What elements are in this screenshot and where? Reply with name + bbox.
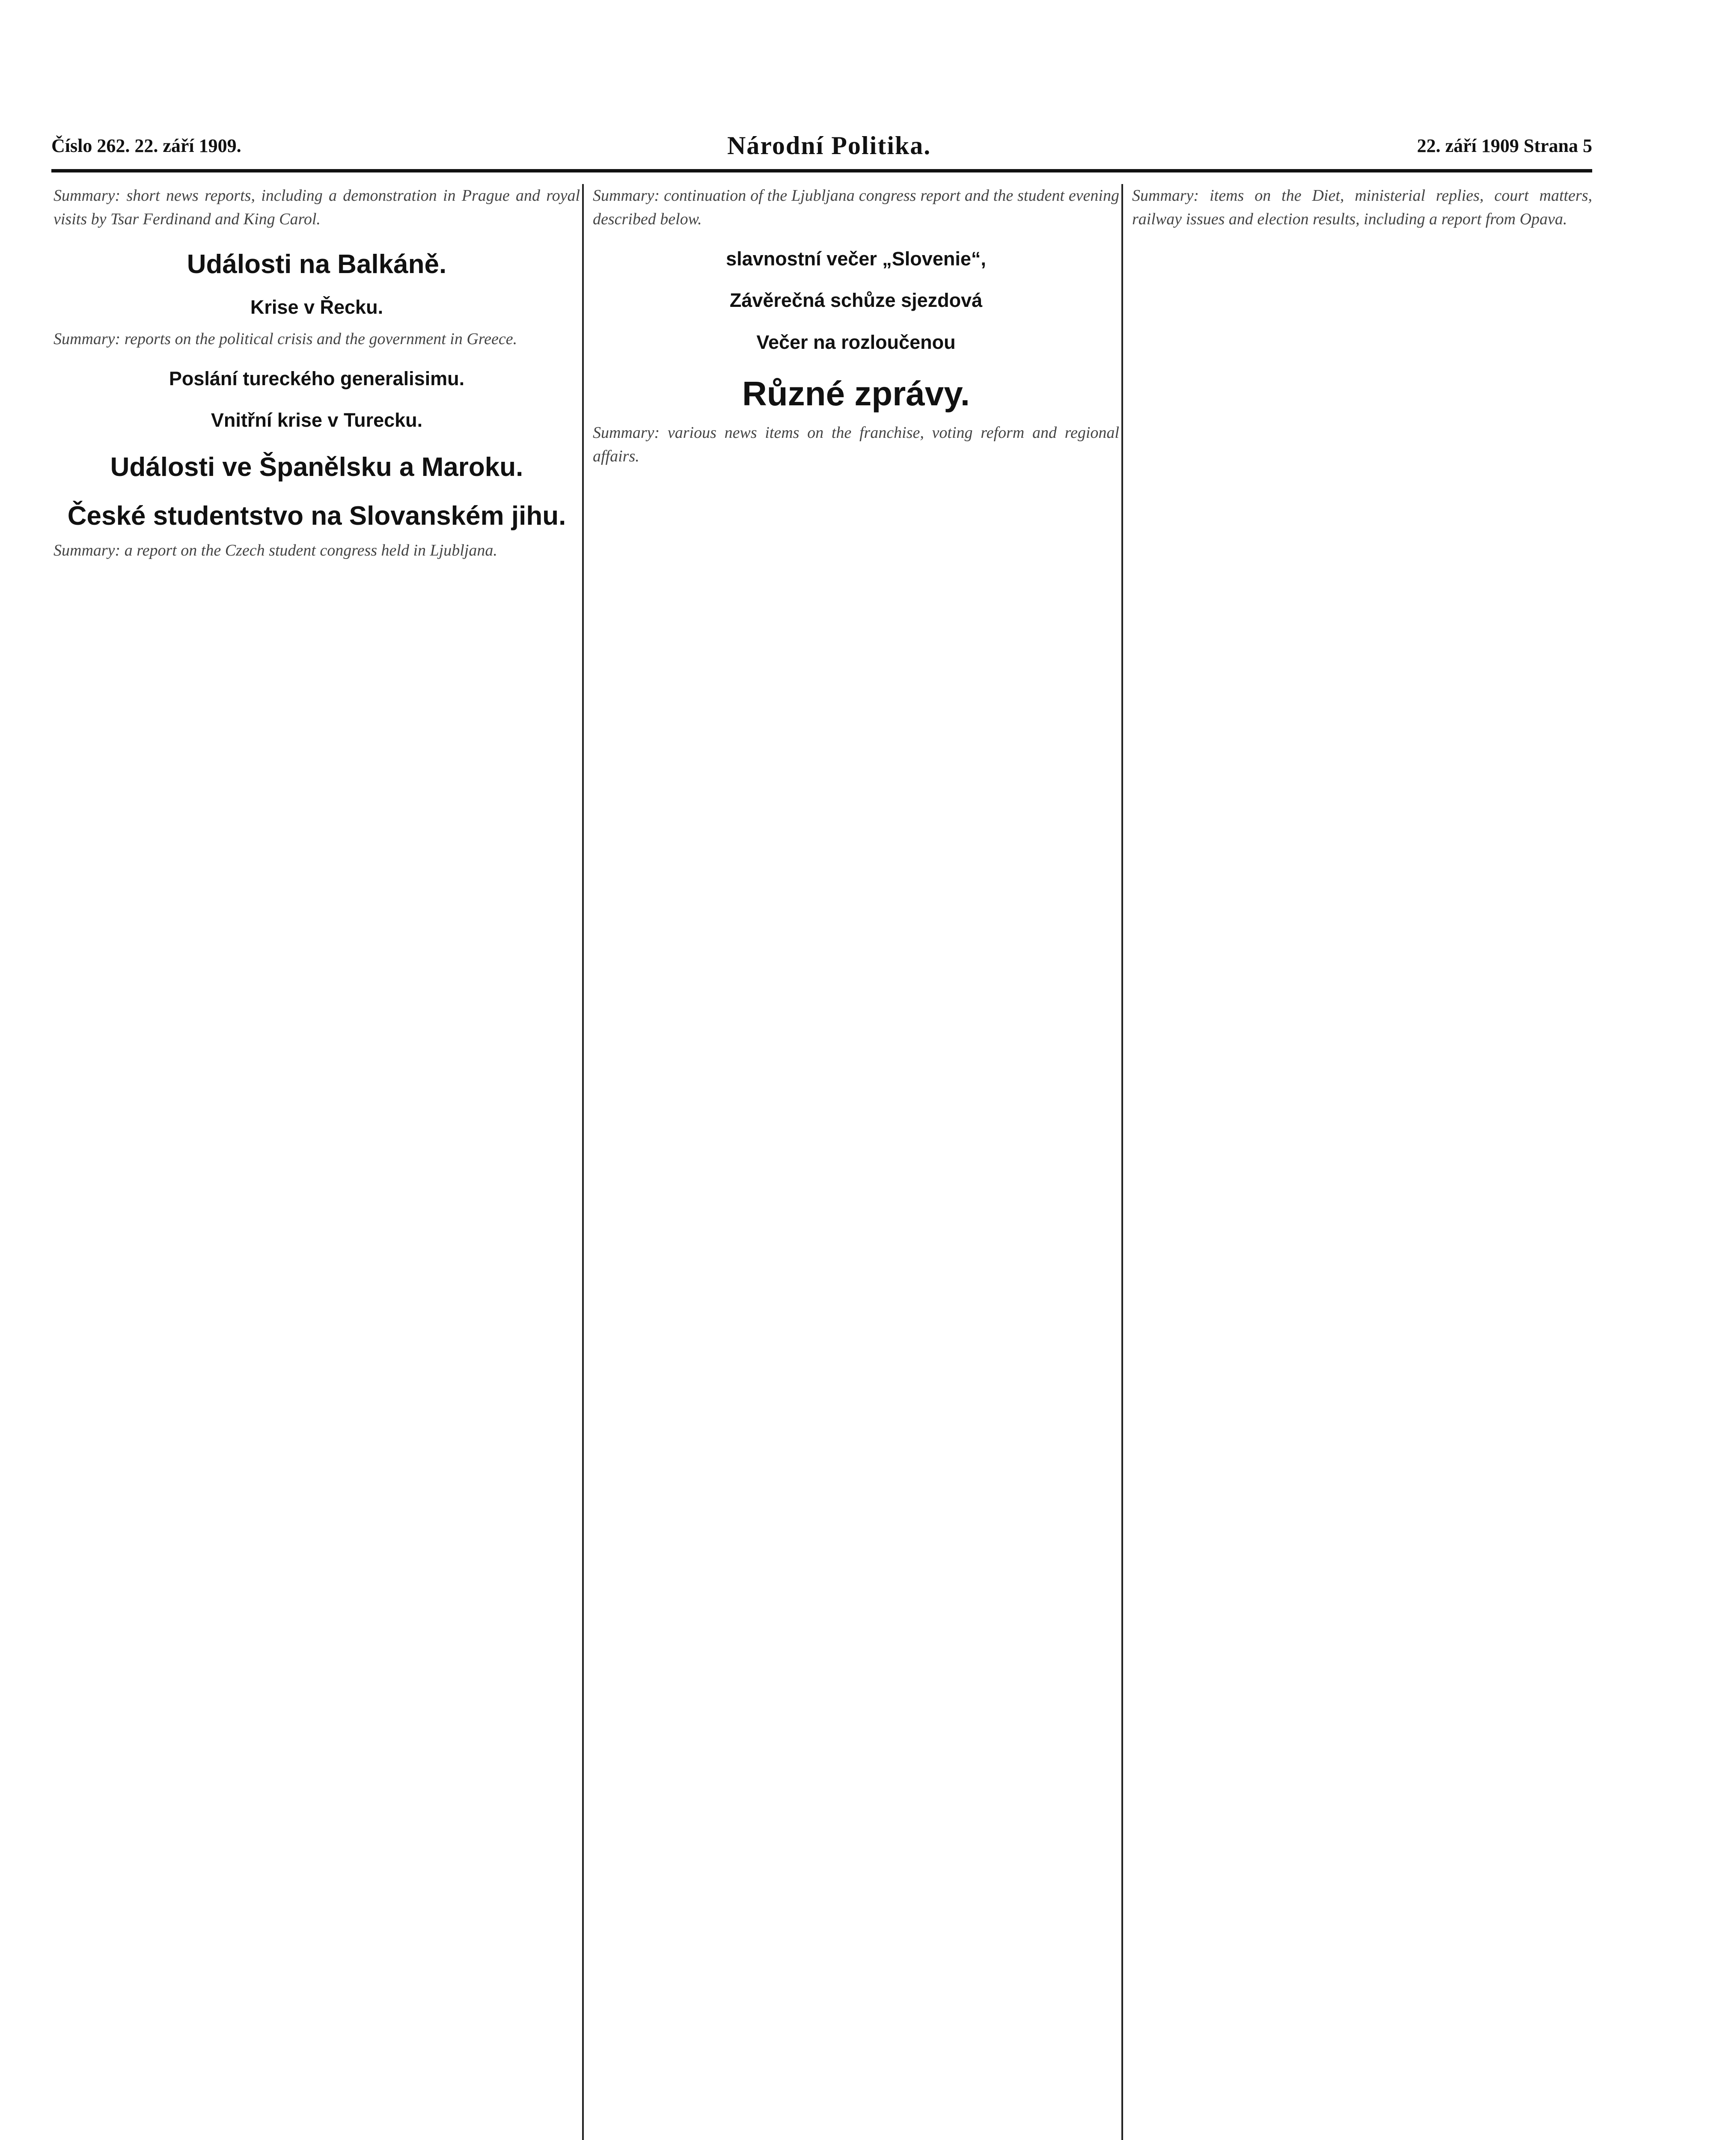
section-heading: Poslání tureckého generalisimu. [169, 367, 465, 389]
section-heading: Večer na rozloučenou [756, 331, 956, 353]
date-and-page: 22. září 1909 Strana 5 [1417, 135, 1592, 156]
issue-info: Číslo 262. 22. září 1909. [51, 135, 241, 156]
article-summary: Summary: continuation of the Ljubljana congress report and the student evening described below. [593, 187, 1119, 229]
column-1 [54, 184, 580, 573]
column-2 [593, 184, 1119, 479]
section-heading: Krise v Řecku. [250, 296, 383, 318]
article-summary: Summary: items on the Diet, ministerial replies, court matters, railway issues and election results, including a report from Opava. [1132, 187, 1592, 229]
section-heading: Vnitřní krise v Turecku. [211, 409, 423, 431]
section-heading: Události ve Španělsku a Maroku. [110, 452, 523, 482]
article-summary: Summary: various news items on the franchise, voting reform and regional affairs. [593, 423, 1119, 466]
article-summary: Summary: a report on the Czech student congress held in Ljubljana. [54, 541, 497, 559]
column-divider-1 [582, 184, 584, 2140]
section-heading: Události na Balkáně. [187, 250, 447, 279]
masthead: Národní Politika. [727, 131, 931, 160]
article-summary: Summary: reports on the political crisis and the government in Greece. [54, 330, 517, 348]
section-heading: Závěrečná schůze sjezdová [729, 289, 983, 312]
section-heading: slavnostní večer „Slovenie“, [726, 248, 986, 270]
section-heading: České studentstvo na Slovanském jihu. [67, 501, 566, 531]
column-3 [1132, 184, 1592, 242]
article-summary: Summary: short news reports, including a demonstration in Prague and royal visits by Tsar Ferdinand and King Carol. [54, 187, 580, 229]
column-divider-2 [1121, 184, 1123, 2140]
page-header [51, 122, 1592, 172]
section-heading: Různé zprávy. [742, 374, 970, 413]
